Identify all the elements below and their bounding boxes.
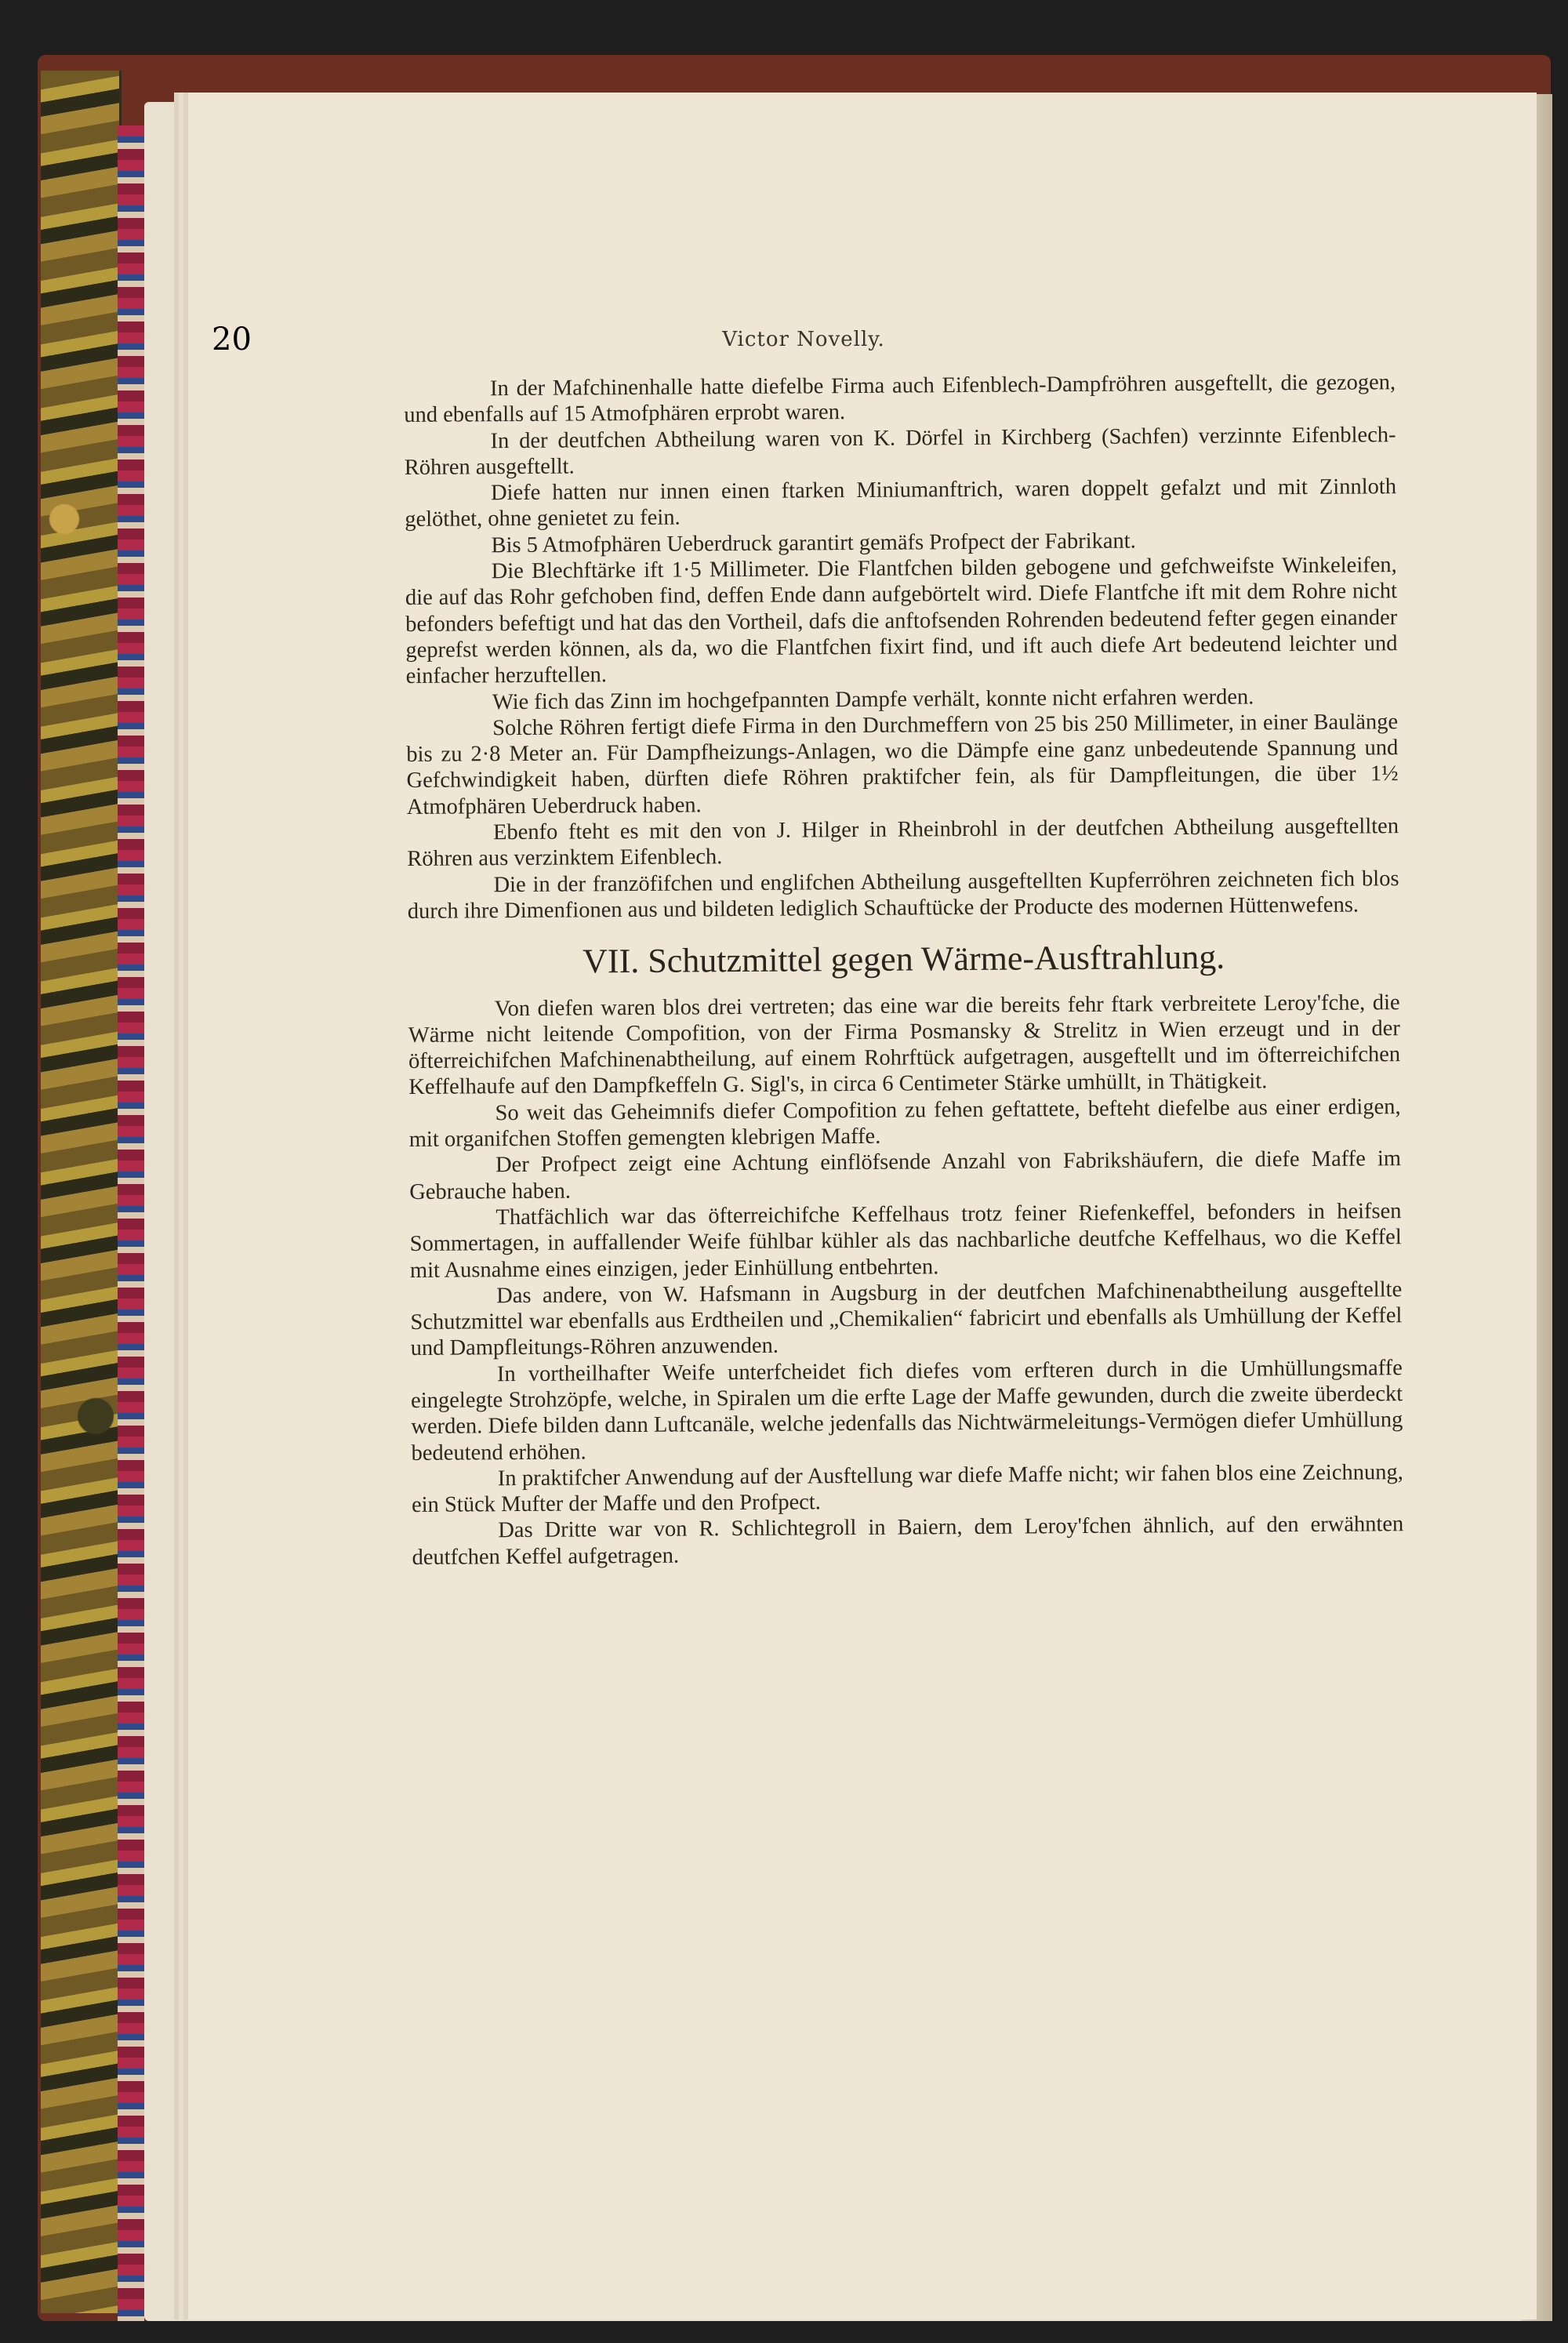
paragraph: Das Dritte war von R. Schlichtegroll in Baiern, dem Leroy'fchen ähnlich, auf den erwähnten deutfchen Keffel aufgetragen. <box>412 1512 1404 1570</box>
paragraph: In der deutfchen Abtheilung waren von K. Dörfel in Kirchberg (Sachfen) verzinnte Eifenblech-Röhren ausgeftellt. <box>404 422 1396 480</box>
book-edge-pattern <box>118 125 144 2321</box>
paragraph: Thatfächlich war das öfterreichifche Keffelhaus trotz feiner Riefenkeffel, befonders in heifsen Sommertagen, in auffallender Weife fühlbar kühler als das nachbarliche deutfche Keffelhaus, wo die Keffel mit Ausnahme eines einzigen, jeder Einhüllung entbehrten. <box>409 1199 1402 1283</box>
paragraph: Wie fich das Zinn im hochgefpannten Dampfe verhält, konnte nicht erfahren werden. <box>492 685 1254 714</box>
page-header <box>212 321 1396 361</box>
page-body <box>404 369 1404 1571</box>
paragraph: Das andere, von W. Hafsmann in Augsburg in der deutfchen Mafchinenabtheilung ausgeftellte Schutzmittel war ebenfalls aus Erdtheilen und „Chemikalien“ fabricirt und ebenfalls als Umhüllung der Keffel und Dampfleitungs-Röhren anzuwenden. <box>410 1277 1403 1361</box>
paragraph: So weit das Geheimnifs diefer Compofition zu fehen geftattete, befteht diefelbe aus einer erdigen, mit organifchen Stoffen gemengten klebrigen Maffe. <box>408 1094 1401 1152</box>
paragraph: Die in der franzöfifchen und englifchen Abtheilung ausgeftellten Kupferröhren zeichneten fich blos durch ihre Dimenfionen aus und bildeten lediglich Schauftücke der Producte des modernen Hüttenwefens. <box>407 866 1399 924</box>
paragraph: Die Blechftärke ift 1·5 Millimeter. Die Flantfchen bilden gebogene und gefchweifste Winkeleifen, die auf das Rohr gefchoben find, deffen Ende dann aufgebörtelt wird. Diefe Flantfche ift mit dem Rohre nicht befonders befeftigt und hat das den Vortheil, dafs die anftofsenden Rohrenden bedeutend fefter gegen einander geprefst werden können, als da, wo die Flantfchen fixirt find, und ift auch diefe Art bedeutend leichter und einfacher herzuftellen. <box>405 553 1398 689</box>
page-number: 20 <box>212 321 252 358</box>
paragraph: Der Profpect zeigt eine Achtung einflöfsende Anzahl von Fabrikshäufern, die diefe Maffe im Gebrauche haben. <box>409 1146 1402 1204</box>
paragraph: In praktifcher Anwendung auf der Ausftellung war diefe Maffe nicht; wir fahen blos eine Zeichnung, ein Stück Mufter der Maffe und den Profpect. <box>411 1460 1403 1518</box>
paragraph: Bis 5 Atmofphären Ueberdruck garantirt gemäfs Profpect der Fabrikant. <box>491 529 1136 558</box>
paragraph: Von diefen waren blos drei vertreten; das eine war die bereits fehr ftark verbreitete Leroy'fche, die Wärme nicht leitende Compofition, von der Firma Posmansky & Strelitz in Wien erzeugt und in der öfterreichifchen Mafchinenabtheilung, auf einem Rohrftück aufgetragen, ausgeftellt und im öfterreichifchen Keffelhaufe auf den Dampfkeffeln G. Sigl's, in circa 6 Centimeter Stärke umhüllt, in Thätigkeit. <box>408 990 1401 1100</box>
paragraph: Diefe hatten nur innen einen ftarken Miniumanftrich, waren doppelt gefalzt und mit Zinnloth gelöthet, ohne genietet zu fein. <box>405 474 1397 532</box>
marbled-endpaper <box>41 71 122 2313</box>
paragraph: In der Mafchinenhalle hatte diefelbe Firma auch Eifenblech-Dampfröhren ausgeftellt, die gezogen, und ebenfalls auf 15 Atmofphären erprobt waren. <box>404 370 1396 428</box>
paragraph: Solche Röhren fertigt diefe Firma in den Durchmeffern von 25 bis 250 Millimeter, in einer Baulänge bis zu 2·8 Meter an. Für Dampfheizungs-Anlagen, wo die Dämpfe eine ganz unbedeutende Spannung und Gefchwindigkeit haben, dürften diefe Röhren praktifcher fein, als für Dampfleitungen, die über 1½ Atmofphären Ueberdruck haben. <box>406 710 1399 819</box>
paragraph: In vortheilhafter Weife unterfcheidet fich diefes vom erfteren durch in die Umhüllungsmaffe eingelegte Strohzöpfe, welche, in Spiralen um die erfte Lage der Maffe gewunden, durch die zweite überdeckt werden. Diefe bilden dann Luftcanäle, welche jedenfalls das Nichtwärmeleitungs-Vermögen diefer Umhüllung bedeutend erhöhen. <box>411 1355 1403 1466</box>
section-heading: VII. Schutzmittel gegen Wärme-Ausftrahlung. <box>583 937 1225 981</box>
running-head: Victor Novelly. <box>722 328 885 351</box>
paragraph: Ebenfo fteht es mit den von J. Hilger in Rheinbrohl in der deutfchen Abtheilung ausgeftellten Röhren aus verzinktem Eifenblech. <box>407 814 1399 872</box>
